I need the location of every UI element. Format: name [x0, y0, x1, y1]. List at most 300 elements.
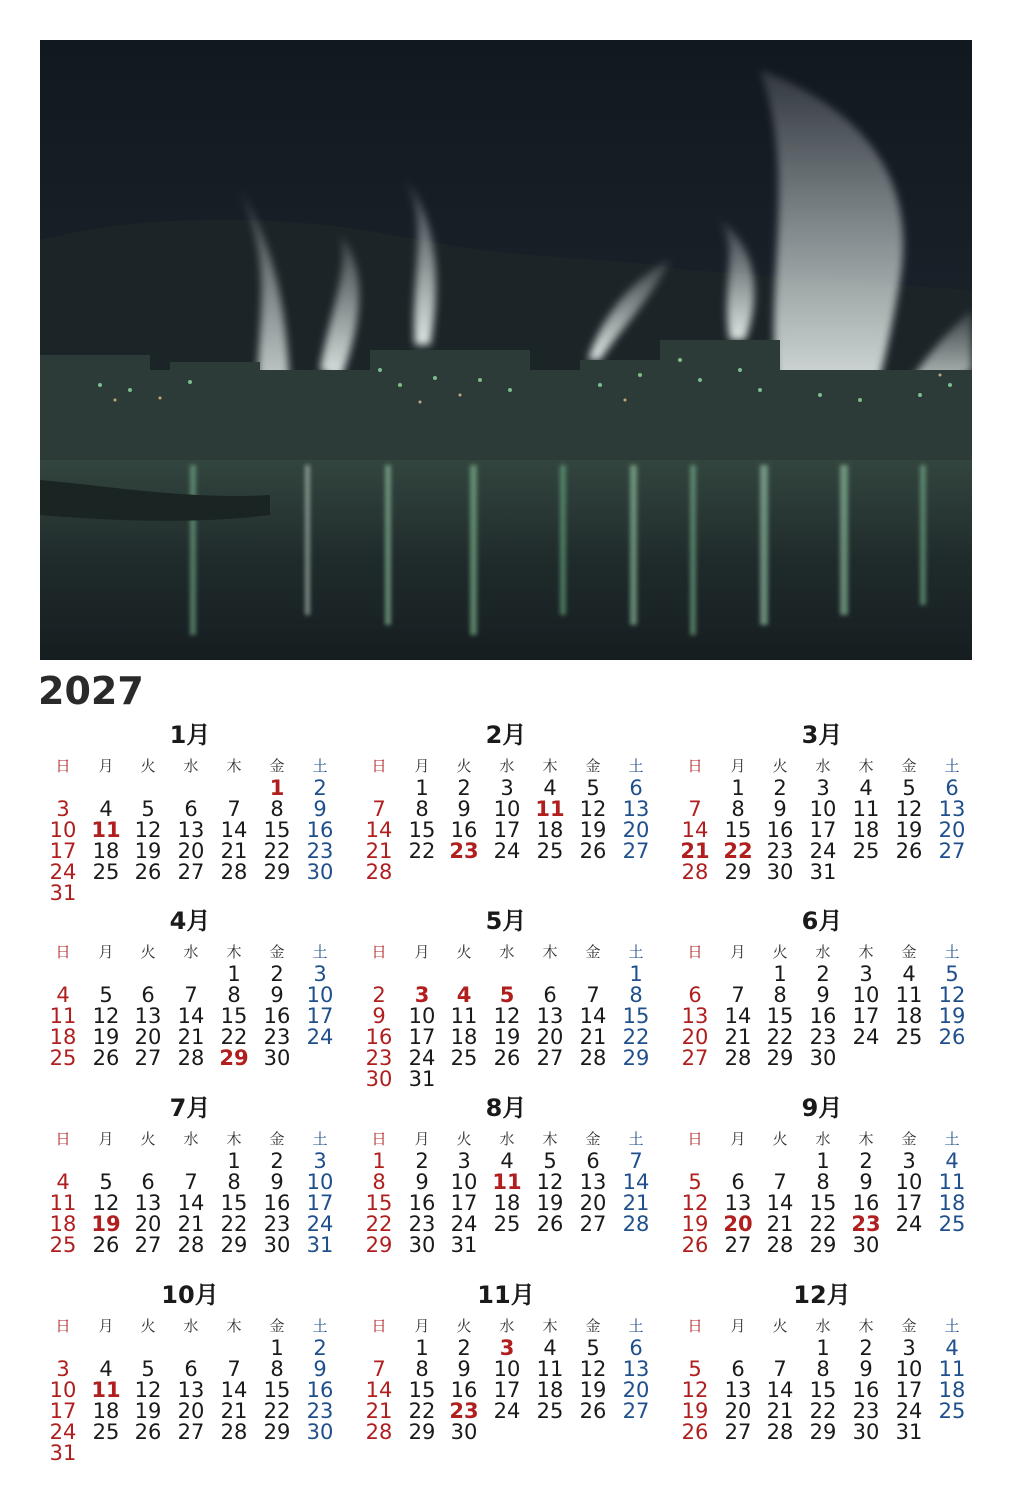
month-calendar	[356, 1280, 656, 1460]
day-number: 5	[141, 797, 155, 821]
day-number: 1	[816, 1336, 830, 1360]
day-number: 30	[450, 1420, 478, 1444]
day-number: 9	[415, 1170, 429, 1194]
day-number: 3	[902, 1336, 916, 1360]
day-number: 22	[809, 1399, 837, 1423]
day-number: 6	[688, 983, 702, 1007]
day-number: 12	[134, 818, 162, 842]
weekday-header: 火	[456, 1317, 472, 1335]
day-number: 29	[809, 1233, 837, 1257]
day-number: 19	[938, 1004, 966, 1028]
day-number: 25	[92, 1420, 120, 1444]
weekday-header: 火	[140, 943, 156, 961]
month-calendar	[672, 1280, 972, 1460]
night-factory-photo	[40, 40, 972, 660]
day-number: 8	[270, 1357, 284, 1381]
weekday-header: 水	[183, 1317, 199, 1335]
day-number: 28	[177, 1233, 205, 1257]
day-number: 27	[177, 1420, 205, 1444]
holiday-date: 23	[449, 839, 479, 863]
day-number: 10	[895, 1170, 923, 1194]
day-number: 22	[622, 1025, 650, 1049]
weekday-header: 土	[312, 757, 328, 775]
weekday-header: 水	[499, 757, 515, 775]
weekday-header: 土	[312, 1130, 328, 1148]
weekday-header: 金	[901, 1130, 917, 1148]
day-number: 19	[681, 1399, 709, 1423]
day-number: 24	[809, 839, 837, 863]
day-number: 24	[852, 1025, 880, 1049]
day-number: 4	[56, 1170, 70, 1194]
day-number: 17	[306, 1004, 334, 1028]
day-number: 30	[852, 1420, 880, 1444]
day-number: 5	[586, 1336, 600, 1360]
day-number: 10	[852, 983, 880, 1007]
weekday-header: 金	[585, 1317, 601, 1335]
day-number: 2	[773, 776, 787, 800]
day-number: 4	[543, 776, 557, 800]
weekday-header: 日	[371, 1317, 387, 1335]
day-number: 30	[408, 1233, 436, 1257]
weekday-header: 木	[226, 1317, 242, 1335]
day-number: 27	[724, 1233, 752, 1257]
weekday-header: 日	[687, 1130, 703, 1148]
day-number: 21	[220, 839, 248, 863]
day-number: 21	[579, 1025, 607, 1049]
day-number: 30	[852, 1233, 880, 1257]
day-number: 12	[681, 1191, 709, 1215]
day-number: 1	[227, 1149, 241, 1173]
day-number: 3	[902, 1149, 916, 1173]
day-number: 10	[895, 1357, 923, 1381]
month-calendar	[672, 1093, 972, 1273]
day-number: 12	[92, 1191, 120, 1215]
day-number: 8	[816, 1170, 830, 1194]
day-number: 6	[731, 1357, 745, 1381]
day-number: 26	[681, 1233, 709, 1257]
day-number: 16	[809, 1004, 837, 1028]
day-number: 5	[902, 776, 916, 800]
month-calendar	[40, 1093, 340, 1273]
day-number: 20	[724, 1399, 752, 1423]
weekday-header: 木	[542, 1317, 558, 1335]
day-number: 23	[263, 1025, 291, 1049]
day-number: 12	[493, 1004, 521, 1028]
day-number: 9	[270, 983, 284, 1007]
day-number: 27	[622, 1399, 650, 1423]
day-number: 23	[852, 1399, 880, 1423]
day-number: 28	[365, 1420, 393, 1444]
weekday-header: 日	[687, 757, 703, 775]
day-number: 15	[220, 1004, 248, 1028]
day-number: 1	[415, 1336, 429, 1360]
day-number: 8	[270, 797, 284, 821]
day-number: 3	[859, 962, 873, 986]
day-number: 8	[415, 1357, 429, 1381]
day-number: 25	[49, 1046, 77, 1070]
day-number: 20	[681, 1025, 709, 1049]
day-number: 31	[450, 1233, 478, 1257]
weekday-header: 土	[944, 757, 960, 775]
day-number: 20	[177, 1399, 205, 1423]
year-title: 2027	[38, 669, 144, 713]
day-number: 21	[177, 1212, 205, 1236]
weekday-header: 木	[858, 1317, 874, 1335]
day-number: 21	[724, 1025, 752, 1049]
day-number: 12	[92, 1004, 120, 1028]
weekday-header: 金	[901, 757, 917, 775]
weekday-header: 土	[944, 943, 960, 961]
weekday-header: 日	[55, 1130, 71, 1148]
month-title: 4月	[169, 907, 211, 935]
day-number: 2	[270, 1149, 284, 1173]
day-number: 7	[586, 983, 600, 1007]
day-number: 31	[306, 1233, 334, 1257]
day-number: 18	[536, 818, 564, 842]
day-number: 17	[49, 839, 77, 863]
weekday-header: 土	[628, 757, 644, 775]
day-number: 13	[622, 797, 650, 821]
day-number: 18	[895, 1004, 923, 1028]
day-number: 22	[365, 1212, 393, 1236]
weekday-header: 木	[226, 943, 242, 961]
day-number: 6	[945, 776, 959, 800]
day-number: 15	[220, 1191, 248, 1215]
holiday-date: 1	[269, 776, 285, 800]
day-number: 1	[227, 962, 241, 986]
day-number: 20	[622, 818, 650, 842]
day-number: 10	[809, 797, 837, 821]
day-number: 21	[365, 839, 393, 863]
day-number: 14	[220, 1378, 248, 1402]
day-number: 10	[450, 1170, 478, 1194]
day-number: 14	[177, 1004, 205, 1028]
day-number: 2	[372, 983, 386, 1007]
weekday-header: 日	[687, 943, 703, 961]
day-number: 11	[938, 1170, 966, 1194]
day-number: 15	[408, 818, 436, 842]
day-number: 16	[450, 818, 478, 842]
day-number: 3	[816, 776, 830, 800]
day-number: 19	[579, 1378, 607, 1402]
weekday-header: 月	[414, 1317, 430, 1335]
day-number: 18	[92, 839, 120, 863]
month-calendar	[40, 720, 340, 905]
day-number: 29	[724, 860, 752, 884]
weekday-header: 月	[730, 943, 746, 961]
day-number: 24	[895, 1212, 923, 1236]
day-number: 14	[579, 1004, 607, 1028]
day-number: 13	[134, 1004, 162, 1028]
day-number: 4	[902, 962, 916, 986]
day-number: 6	[184, 797, 198, 821]
weekday-header: 水	[815, 1130, 831, 1148]
day-number: 14	[766, 1378, 794, 1402]
day-number: 8	[415, 797, 429, 821]
day-number: 19	[493, 1025, 521, 1049]
day-number: 12	[579, 1357, 607, 1381]
day-number: 3	[313, 1149, 327, 1173]
day-number: 5	[688, 1170, 702, 1194]
day-number: 12	[536, 1170, 564, 1194]
day-number: 15	[622, 1004, 650, 1028]
weekday-header: 火	[456, 943, 472, 961]
day-number: 19	[579, 818, 607, 842]
day-number: 30	[263, 1233, 291, 1257]
day-number: 28	[681, 860, 709, 884]
day-number: 28	[365, 860, 393, 884]
holiday-date: 29	[219, 1046, 249, 1070]
day-number: 15	[365, 1191, 393, 1215]
weekday-header: 木	[226, 757, 242, 775]
weekday-header: 金	[269, 943, 285, 961]
day-number: 28	[766, 1420, 794, 1444]
weekday-header: 火	[456, 1130, 472, 1148]
day-number: 23	[263, 1212, 291, 1236]
weekday-header: 火	[140, 1317, 156, 1335]
day-number: 31	[895, 1420, 923, 1444]
day-number: 13	[622, 1357, 650, 1381]
day-number: 15	[263, 818, 291, 842]
day-number: 25	[938, 1212, 966, 1236]
day-number: 5	[543, 1149, 557, 1173]
day-number: 29	[263, 1420, 291, 1444]
day-number: 6	[629, 776, 643, 800]
month-calendar	[40, 1280, 340, 1465]
weekday-header: 木	[858, 943, 874, 961]
day-number: 8	[731, 797, 745, 821]
day-number: 31	[49, 881, 77, 905]
day-number: 11	[852, 797, 880, 821]
weekday-header: 火	[772, 757, 788, 775]
day-number: 26	[134, 1420, 162, 1444]
day-number: 12	[134, 1378, 162, 1402]
month-calendar	[356, 720, 656, 900]
day-number: 17	[493, 1378, 521, 1402]
day-number: 15	[809, 1191, 837, 1215]
holiday-date: 23	[851, 1212, 881, 1236]
day-number: 24	[49, 860, 77, 884]
day-number: 7	[372, 1357, 386, 1381]
holiday-date: 11	[91, 1378, 121, 1402]
day-number: 18	[852, 818, 880, 842]
day-number: 6	[141, 1170, 155, 1194]
day-number: 4	[99, 797, 113, 821]
day-number: 29	[622, 1046, 650, 1070]
day-number: 23	[365, 1046, 393, 1070]
day-number: 2	[859, 1149, 873, 1173]
month-title: 7月	[169, 1094, 211, 1122]
day-number: 19	[536, 1191, 564, 1215]
day-number: 27	[938, 839, 966, 863]
day-number: 16	[852, 1191, 880, 1215]
day-number: 24	[306, 1212, 334, 1236]
day-number: 27	[579, 1212, 607, 1236]
weekday-header: 日	[55, 757, 71, 775]
weekday-header: 土	[628, 1317, 644, 1335]
holiday-date: 21	[680, 839, 710, 863]
weekday-header: 水	[815, 1317, 831, 1335]
day-number: 14	[766, 1191, 794, 1215]
day-number: 23	[809, 1025, 837, 1049]
day-number: 14	[724, 1004, 752, 1028]
day-number: 22	[263, 839, 291, 863]
day-number: 3	[457, 1149, 471, 1173]
day-number: 26	[134, 860, 162, 884]
day-number: 10	[49, 1378, 77, 1402]
day-number: 5	[586, 776, 600, 800]
day-number: 27	[134, 1046, 162, 1070]
day-number: 5	[945, 962, 959, 986]
day-number: 12	[681, 1378, 709, 1402]
day-number: 17	[895, 1191, 923, 1215]
day-number: 8	[816, 1357, 830, 1381]
day-number: 10	[49, 818, 77, 842]
weekday-header: 火	[772, 1130, 788, 1148]
day-number: 12	[895, 797, 923, 821]
day-number: 16	[263, 1191, 291, 1215]
day-number: 19	[681, 1212, 709, 1236]
day-number: 6	[543, 983, 557, 1007]
weekday-header: 月	[98, 1317, 114, 1335]
weekday-header: 月	[730, 757, 746, 775]
day-number: 2	[313, 1336, 327, 1360]
day-number: 7	[629, 1149, 643, 1173]
day-number: 9	[313, 1357, 327, 1381]
day-number: 16	[450, 1378, 478, 1402]
day-number: 12	[938, 983, 966, 1007]
day-number: 18	[938, 1378, 966, 1402]
day-number: 10	[306, 1170, 334, 1194]
day-number: 24	[49, 1420, 77, 1444]
day-number: 22	[220, 1025, 248, 1049]
day-number: 21	[766, 1399, 794, 1423]
day-number: 29	[365, 1233, 393, 1257]
day-number: 4	[945, 1149, 959, 1173]
day-number: 10	[493, 1357, 521, 1381]
day-number: 2	[415, 1149, 429, 1173]
weekday-header: 土	[944, 1317, 960, 1335]
day-number: 17	[493, 818, 521, 842]
day-number: 25	[450, 1046, 478, 1070]
day-number: 22	[766, 1025, 794, 1049]
day-number: 16	[263, 1004, 291, 1028]
holiday-date: 3	[414, 983, 430, 1007]
day-number: 19	[134, 839, 162, 863]
holiday-date: 19	[91, 1212, 121, 1236]
day-number: 26	[938, 1025, 966, 1049]
weekday-header: 火	[140, 757, 156, 775]
day-number: 25	[493, 1212, 521, 1236]
day-number: 7	[688, 797, 702, 821]
weekday-header: 木	[858, 757, 874, 775]
day-number: 10	[408, 1004, 436, 1028]
day-number: 28	[579, 1046, 607, 1070]
day-number: 4	[99, 1357, 113, 1381]
day-number: 11	[49, 1004, 77, 1028]
day-number: 30	[809, 1046, 837, 1070]
day-number: 29	[809, 1420, 837, 1444]
day-number: 15	[724, 818, 752, 842]
day-number: 14	[220, 818, 248, 842]
weekday-header: 水	[499, 1130, 515, 1148]
weekday-header: 金	[585, 757, 601, 775]
month-title: 2月	[485, 721, 527, 749]
weekday-header: 月	[730, 1317, 746, 1335]
day-number: 18	[450, 1025, 478, 1049]
month-title: 12月	[793, 1281, 851, 1309]
day-number: 13	[724, 1191, 752, 1215]
day-number: 7	[372, 797, 386, 821]
day-number: 19	[134, 1399, 162, 1423]
weekday-header: 水	[183, 757, 199, 775]
month-title: 10月	[161, 1281, 219, 1309]
day-number: 21	[177, 1025, 205, 1049]
day-number: 4	[543, 1336, 557, 1360]
day-number: 1	[372, 1149, 386, 1173]
day-number: 15	[263, 1378, 291, 1402]
day-number: 2	[457, 1336, 471, 1360]
day-number: 24	[493, 839, 521, 863]
day-number: 1	[629, 962, 643, 986]
day-number: 27	[134, 1233, 162, 1257]
day-number: 23	[766, 839, 794, 863]
weekday-header: 水	[815, 757, 831, 775]
day-number: 9	[859, 1357, 873, 1381]
day-number: 13	[134, 1191, 162, 1215]
weekday-header: 日	[371, 1130, 387, 1148]
day-number: 3	[313, 962, 327, 986]
day-number: 21	[365, 1399, 393, 1423]
day-number: 18	[493, 1191, 521, 1215]
day-number: 20	[938, 818, 966, 842]
day-number: 20	[134, 1212, 162, 1236]
day-number: 21	[622, 1191, 650, 1215]
day-number: 7	[773, 1357, 787, 1381]
day-number: 19	[92, 1025, 120, 1049]
day-number: 9	[457, 797, 471, 821]
day-number: 9	[773, 797, 787, 821]
holiday-date: 3	[499, 1336, 515, 1360]
day-number: 9	[270, 1170, 284, 1194]
day-number: 26	[536, 1212, 564, 1236]
month-title: 1月	[169, 721, 211, 749]
month-calendar	[356, 1093, 656, 1273]
weekday-header: 金	[269, 1130, 285, 1148]
day-number: 5	[688, 1357, 702, 1381]
day-number: 6	[586, 1149, 600, 1173]
day-number: 7	[184, 983, 198, 1007]
day-number: 22	[263, 1399, 291, 1423]
day-number: 26	[895, 839, 923, 863]
day-number: 29	[408, 1420, 436, 1444]
day-number: 26	[92, 1233, 120, 1257]
month-title: 6月	[801, 907, 843, 935]
day-number: 26	[92, 1046, 120, 1070]
weekday-header: 金	[901, 943, 917, 961]
month-title: 5月	[485, 907, 527, 935]
day-number: 3	[56, 797, 70, 821]
day-number: 18	[536, 1378, 564, 1402]
day-number: 23	[306, 839, 334, 863]
day-number: 18	[49, 1025, 77, 1049]
day-number: 22	[408, 1399, 436, 1423]
day-number: 13	[536, 1004, 564, 1028]
day-number: 11	[450, 1004, 478, 1028]
day-number: 6	[629, 1336, 643, 1360]
weekday-header: 月	[98, 943, 114, 961]
day-number: 19	[895, 818, 923, 842]
